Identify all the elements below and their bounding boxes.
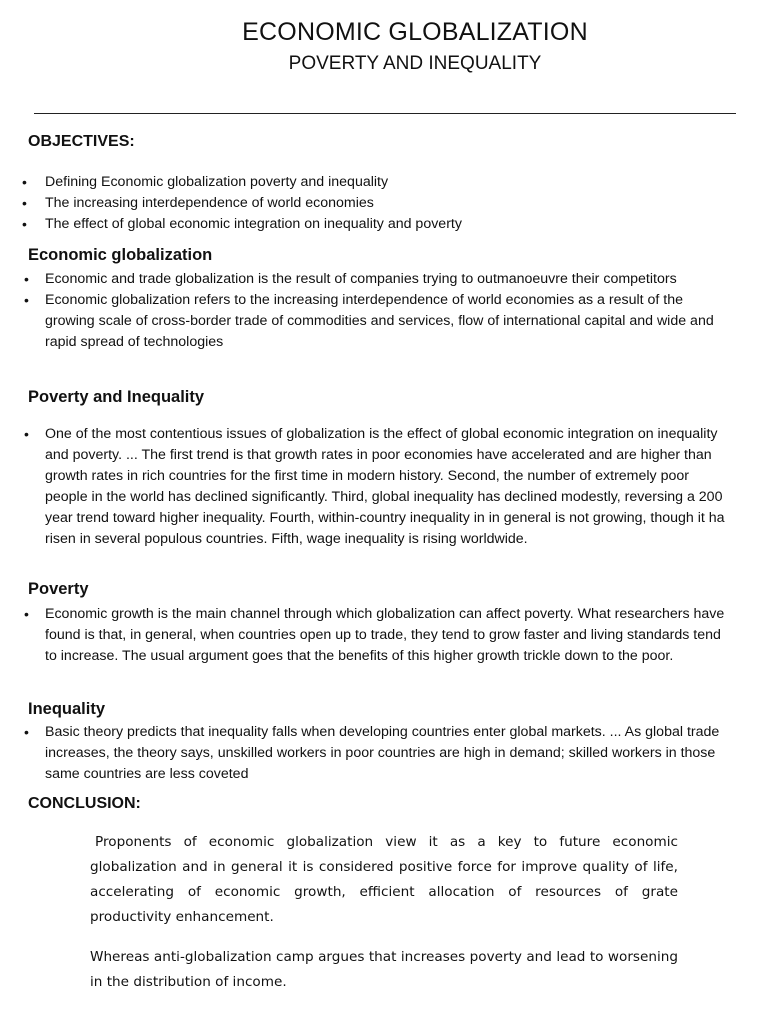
document-title: ECONOMIC GLOBALIZATION — [242, 18, 588, 46]
conclusion-paragraph: Whereas anti-globalization camp argues that increases poverty and lead to worsening in the distribution of income. — [90, 949, 678, 990]
poverty-inequality-heading: Poverty and Inequality — [28, 388, 205, 406]
objectives-heading: OBJECTIVES: — [28, 133, 135, 150]
document-subtitle: POVERTY AND INEQUALITY — [288, 53, 542, 74]
list-item: • Economic growth is the main channel through which globalization can affect poverty. What researchers have found is that, in general, when countries open up to trade, they tend to grow faster and living standards tend to increase. The usual argument goes that the benefits of this higher growth trickle down to the poor. — [0, 604, 735, 667]
inequality-heading: Inequality — [28, 700, 106, 718]
conclusion-paragraph: Proponents of economic globalization view it as a key to future economic globalization and in general it is considered positive force for improve quality of life, accelerating of economic growth, efficient allocation of resources of grate productivity enhancement. — [90, 834, 678, 925]
list-item: • Economic and trade globalization is the result of companies trying to outmanoeuvre their competitors — [0, 269, 735, 290]
economic-globalization-heading: Economic globalization — [28, 246, 213, 264]
objectives-list — [0, 172, 735, 235]
list-item: • Defining Economic globalization poverty and inequality — [0, 172, 735, 193]
list-item: • The effect of global economic integration on inequality and poverty — [0, 214, 735, 235]
inequality-list — [0, 722, 735, 785]
list-item: • The increasing interdependence of world economies — [0, 193, 735, 214]
list-item: • One of the most contentious issues of globalization is the effect of global economic integration on inequality and poverty. ... The first trend is that growth rates in poor economies have accelerated and are higher than growth rates in rich countries for the first time in modern history. Second, the number of extremely poor people in the world has declined significantly. Third, global inequality has declined modestly, reversing a 200 year trend toward higher inequality. Fourth, within-country inequality in in general is not growing, though it ha risen in several populous countries. Fifth, wage inequality is rising worldwide. — [0, 424, 735, 550]
title-divider — [34, 113, 736, 114]
poverty-list — [0, 604, 735, 667]
conclusion-heading: CONCLUSION: — [28, 795, 141, 812]
poverty-heading: Poverty — [28, 580, 89, 598]
list-item: • Basic theory predicts that inequality falls when developing countries enter global markets. ... As global trade increases, the theory says, unskilled workers in poor countries are high in demand; skilled workers in those same countries are less coveted — [0, 722, 735, 785]
economic-globalization-list — [0, 269, 735, 353]
list-item: • Economic globalization refers to the increasing interdependence of world economies as a result of the growing scale of cross-border trade of commodities and services, flow of international capital and wide and rapid spread of technologies — [0, 290, 735, 353]
poverty-inequality-list — [0, 424, 735, 550]
